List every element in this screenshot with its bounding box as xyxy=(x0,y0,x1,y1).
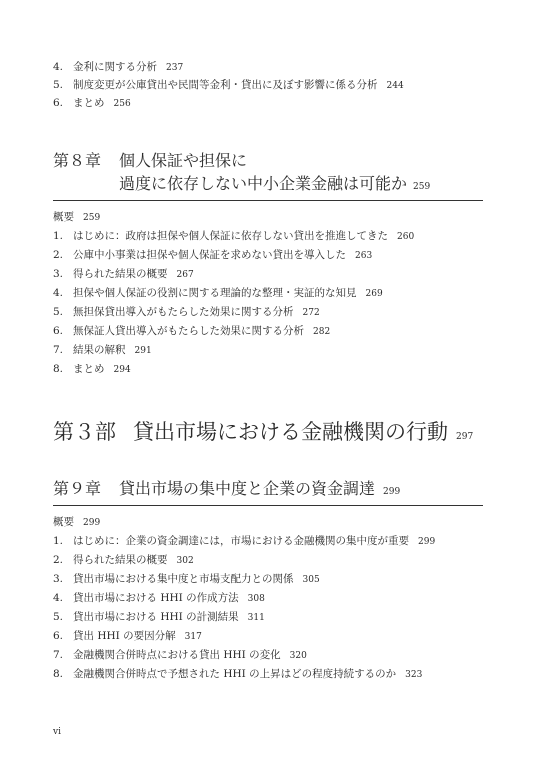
toc-item-number: 7. xyxy=(53,344,64,356)
chapter-heading xyxy=(53,150,247,172)
toc-item xyxy=(53,248,372,263)
toc-item xyxy=(53,553,194,568)
part-heading xyxy=(53,418,473,451)
toc-item-title: 貸出市場における HHI の計測結果 xyxy=(73,611,239,623)
chapter-title-line1: 個人保証や担保に xyxy=(119,151,248,170)
chapter-label: 第９章 xyxy=(53,479,102,498)
toc-item xyxy=(53,362,131,377)
toc-item-number: 4. xyxy=(53,61,64,73)
toc-item-title: 無担保貸出導入がもたらした効果に関する分析 xyxy=(73,306,294,318)
toc-item xyxy=(53,305,320,320)
toc-item-title: 制度変更が公庫貸出や民間等金利・貸出に及ぼす影響に係る分析 xyxy=(73,79,378,91)
toc-item-title: 結果の解釈 xyxy=(73,344,126,356)
toc-item-number: 3. xyxy=(53,573,64,585)
page-number: vi xyxy=(53,727,61,737)
toc-item-page: 291 xyxy=(134,346,152,356)
toc-item xyxy=(53,629,202,644)
overview-page: 299 xyxy=(83,518,101,528)
chapter-heading-line2 xyxy=(119,173,430,198)
toc-item xyxy=(53,229,414,244)
overview-page: 259 xyxy=(83,213,101,223)
toc-item-page: 294 xyxy=(113,365,131,375)
toc-item xyxy=(53,534,435,549)
toc-item-number: 5. xyxy=(53,611,64,623)
toc-item xyxy=(53,78,404,93)
toc-item-title: 公庫中小事業は担保や個人保証を求めない貸出を導入した xyxy=(73,249,346,261)
toc-item xyxy=(53,60,183,75)
toc-item-number: 8. xyxy=(53,668,64,680)
toc-item-number: 2. xyxy=(53,249,64,261)
toc-item-title: 金融機関合併時点で予想された HHI の上昇はどの程度持続するのか xyxy=(73,668,397,680)
overview-title: 概要 xyxy=(53,211,74,223)
toc-item-page: 237 xyxy=(166,63,184,73)
toc-item xyxy=(53,286,383,301)
toc-item xyxy=(53,343,152,358)
toc-item xyxy=(53,572,320,587)
toc-item-title: 得られた結果の概要 xyxy=(73,554,168,566)
chapter-title: 貸出市場の集中度と企業の資金調達 xyxy=(119,479,376,498)
toc-item-title: はじめに：企業の資金調達には，市場における金融機関の集中度が重要 xyxy=(73,535,409,547)
toc-item-page: 272 xyxy=(302,308,320,318)
toc-item-title: 貸出市場における HHI の作成方法 xyxy=(73,592,239,604)
part-label: 第３部 xyxy=(53,420,116,444)
chapter-page: 259 xyxy=(413,182,431,192)
toc-item-title: 金融機関合併時点における貸出 HHI の変化 xyxy=(73,649,281,661)
toc-item-page: 308 xyxy=(247,594,265,604)
toc-item xyxy=(53,667,422,682)
overview-title: 概要 xyxy=(53,516,74,528)
chapter-title-line2: 過度に依存しない中小企業金融は可能か xyxy=(119,174,408,193)
toc-item-title: 担保や個人保証の役割に関する理論的な整理・実証的な知見 xyxy=(73,287,357,299)
toc-item-number: 1. xyxy=(53,230,64,242)
chapter-heading xyxy=(53,478,400,503)
toc-item-title: 貸出 HHI の要因分解 xyxy=(73,630,176,642)
chapter-page: 299 xyxy=(383,487,401,497)
toc-item-number: 4. xyxy=(53,592,64,604)
toc-item-page: 302 xyxy=(176,556,194,566)
toc-item-number: 2. xyxy=(53,554,64,566)
toc-item-number: 6. xyxy=(53,97,64,109)
toc-item-number: 5. xyxy=(53,306,64,318)
chapter-divider xyxy=(53,505,483,506)
toc-item-page: 260 xyxy=(397,232,415,242)
toc-item xyxy=(53,610,265,625)
toc-item-title: まとめ xyxy=(73,363,105,375)
part-page: 297 xyxy=(456,432,474,442)
toc-item xyxy=(53,648,307,663)
toc-item-page: 282 xyxy=(313,327,331,337)
toc-item-number: 1. xyxy=(53,535,64,547)
toc-item-page: 305 xyxy=(302,575,320,585)
toc-item-title: 金利に関する分析 xyxy=(73,61,157,73)
toc-item-number: 6. xyxy=(53,630,64,642)
toc-item-page: 244 xyxy=(386,81,404,91)
toc-item-page: 269 xyxy=(365,289,383,299)
toc-item-page: 320 xyxy=(289,651,307,661)
toc-item-number: 5. xyxy=(53,79,64,91)
toc-item-page: 299 xyxy=(418,537,436,547)
toc-item-number: 7. xyxy=(53,649,64,661)
toc-item-title: 貸出市場における集中度と市場支配力との関係 xyxy=(73,573,294,585)
toc-overview xyxy=(53,210,100,225)
toc-item-page: 323 xyxy=(405,670,423,680)
toc-item xyxy=(53,324,330,339)
toc-item-page: 267 xyxy=(176,270,194,280)
toc-item-page: 311 xyxy=(247,613,265,623)
toc-item-page: 263 xyxy=(355,251,373,261)
toc-item xyxy=(53,96,131,111)
toc-item-number: 3. xyxy=(53,268,64,280)
toc-item-title: はじめに：政府は担保や個人保証に依存しない貸出を推進してきた xyxy=(73,230,388,242)
toc-item-number: 8. xyxy=(53,363,64,375)
toc-item-title: まとめ xyxy=(73,97,105,109)
toc-item-title: 得られた結果の概要 xyxy=(73,268,168,280)
toc-overview xyxy=(53,515,100,530)
toc-item-number: 4. xyxy=(53,287,64,299)
toc-item xyxy=(53,267,194,282)
toc-item xyxy=(53,591,265,606)
chapter-label: 第８章 xyxy=(53,151,102,170)
toc-item-page: 317 xyxy=(184,632,202,642)
part-title: 貸出市場における金融機関の行動 xyxy=(133,420,448,444)
toc-item-title: 無保証人貸出導入がもたらした効果に関する分析 xyxy=(73,325,304,337)
chapter-divider xyxy=(53,200,483,201)
toc-item-number: 6. xyxy=(53,325,64,337)
toc-item-page: 256 xyxy=(113,99,131,109)
